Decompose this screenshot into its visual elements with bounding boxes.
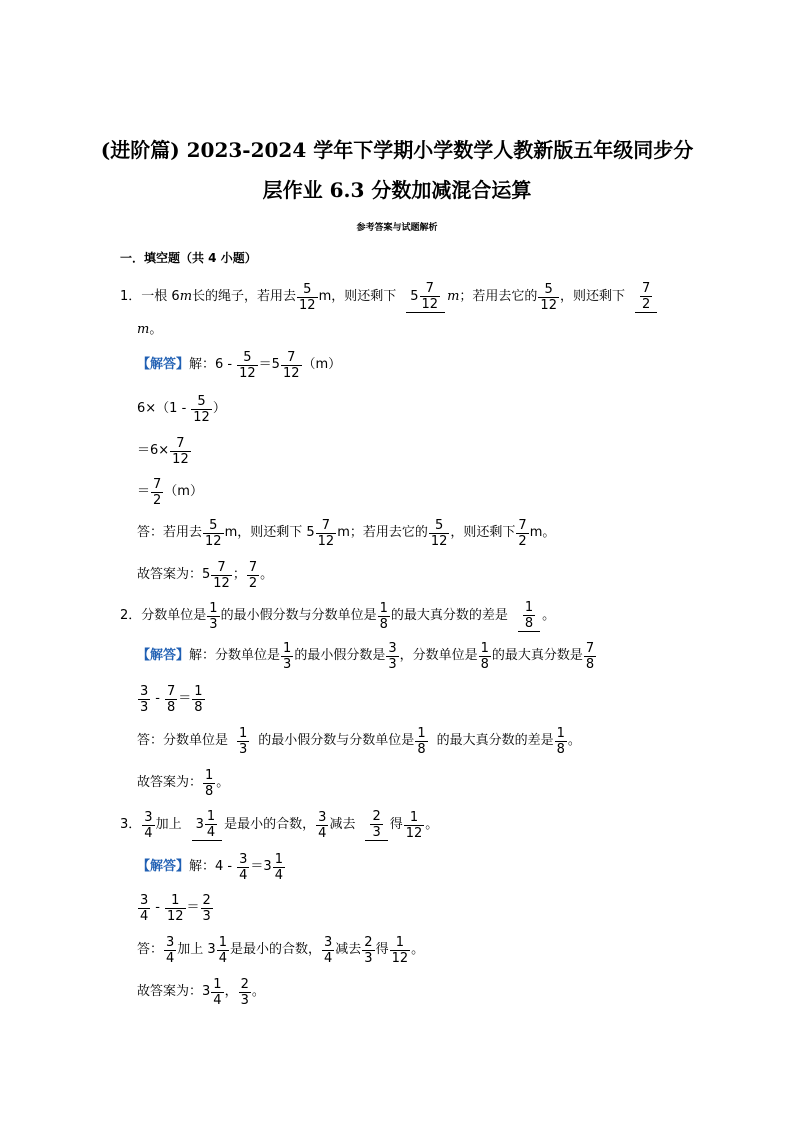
fraction: $\frac{2}{3}$	[240, 976, 249, 1008]
fraction: $\frac{5}{12}$	[430, 517, 448, 549]
fraction: $\frac{7}{12}$	[317, 517, 335, 549]
q1-unit: m	[179, 289, 193, 304]
fraction: $\frac{7}{12}$	[421, 281, 439, 312]
q2-number: 2．	[120, 608, 142, 623]
fraction: $\frac{7}{2}$	[518, 517, 527, 549]
fraction: $\frac{1}{8}$	[480, 640, 489, 672]
q2-solution-line2: $\frac{3}{3}$ - $\frac{7}{8}$ ＝ $\frac{1}{8}$	[140, 683, 203, 715]
fraction: $\frac{3}{4}$	[140, 892, 149, 924]
fraction: $\frac{5}{12}$	[205, 517, 222, 549]
q1-number: 1．	[120, 289, 142, 304]
q3-stem: 3． $\frac{3}{4}$ 加上 3 $\frac{1}{4}$ 是最小的合数， $\frac{3}{4}$ 减去 $\frac{2}{3}$ 得 $\frac{1}{12}$ 。	[120, 809, 439, 841]
fraction: $\frac{2}{3}$	[372, 809, 381, 840]
fraction: $\frac{3}{4}$	[318, 809, 327, 841]
q1-answer-statement: 答：若用去 $\frac{5}{12}$ m，则还剩下 5 $\frac{7}{12}$ m；若用去它的 $\frac{5}{12}$ ，则还剩下 $\frac{7}{2}$ m。	[137, 517, 556, 549]
q3-final-answer: 故答案为：3 $\frac{1}{4}$ ， $\frac{2}{3}$ 。	[137, 976, 265, 1008]
q1-solution-line3: ＝6× $\frac{7}{12}$	[137, 435, 189, 467]
fraction: $\frac{1}{8}$	[556, 725, 565, 757]
q2-solution-line1: 【解答】 解：分数单位是 $\frac{1}{3}$ 的最小假分数是 $\frac{3}{3}$ ，分数单位是 $\frac{1}{8}$ 的最大真分数是 $\frac{7}{8}$	[137, 640, 595, 672]
fraction: $\frac{7}{12}$	[172, 435, 189, 467]
fraction: $\frac{1}{4}$	[213, 976, 222, 1008]
q3-number: 3．	[120, 817, 142, 832]
fraction: $\frac{1}{4}$	[274, 851, 283, 883]
q3-answer-blank-1: 3 $\frac{1}{4}$	[192, 809, 223, 841]
q3-answer-statement: 答： $\frac{3}{4}$ 加上 3 $\frac{1}{4}$ 是最小的合数， $\frac{3}{4}$ 减去 $\frac{2}{3}$ 得 $\frac{1}{12}$ 。	[137, 934, 425, 966]
fraction: $\frac{3}{3}$	[140, 683, 149, 715]
q2-answer-blank	[518, 600, 540, 632]
q1-text: 长的绳子，若用去	[192, 289, 297, 304]
fraction: $\frac{1}{8}$	[524, 600, 534, 631]
q1-solution-line2: 6×（1 - $\frac{5}{12}$ ）	[137, 393, 226, 425]
fraction: $\frac{1}{12}$	[391, 934, 409, 966]
fraction: $\frac{1}{3}$	[209, 600, 218, 632]
doc-title-line1: (进阶篇) 2023-2024 学年下学期小学数学人教新版五年级同步分	[100, 138, 694, 162]
fraction: $\frac{3}{4}$	[324, 934, 333, 966]
q2-final-answer: 故答案为： $\frac{1}{8}$ 。	[137, 767, 230, 799]
fraction: $\frac{7}{2}$	[248, 559, 258, 591]
fraction: $\frac{5}{12}$	[299, 281, 316, 313]
q3-answer-blank-2	[365, 809, 387, 841]
q2-stem: 2． 分数单位是 $\frac{1}{3}$ 的最小假分数与分数单位是 $\frac{1}{8}$ 的最大真分数的差是 $\frac{1}{8}$ 。	[120, 600, 556, 632]
section-heading: 一．填空题（共 4 小题）	[120, 251, 257, 265]
fraction: $\frac{7}{8}$	[166, 683, 176, 715]
q1-answer-blank-1: 5 $\frac{7}{12}$	[406, 281, 445, 313]
fraction: $\frac{7}{8}$	[585, 640, 595, 672]
q1-text: m，则还剩下	[318, 289, 397, 304]
fraction: $\frac{1}{8}$	[417, 725, 426, 757]
fraction: $\frac{7}{2}$	[153, 476, 162, 508]
fraction: $\frac{1}{12}$	[166, 892, 184, 924]
q1-answer-blank-2	[635, 281, 657, 313]
answer-tag: 【解答】	[137, 859, 190, 874]
fraction: $\frac{5}{12}$	[193, 393, 210, 425]
doc-subtitle: 参考答案与试题解析	[356, 223, 438, 233]
fraction: $\frac{1}{3}$	[239, 725, 248, 757]
fraction: $\frac{1}{8}$	[205, 767, 214, 799]
fraction: $\frac{1}{4}$	[218, 934, 227, 966]
q1-stem: 1． 一根 6 m 长的绳子，若用去 $\frac{5}{12}$ m，则还剩下 5 $\frac{7}{12}$ m ；若用去它的 $\frac{5}{12}$ ，则还剩下 $\frac{7}{2}$	[120, 282, 659, 312]
fraction: $\frac{3}{4}$	[166, 934, 175, 966]
fraction: $\frac{5}{12}$	[540, 281, 557, 313]
fraction: $\frac{2}{3}$	[202, 892, 211, 924]
q1-solution-line1: 【解答】 解：6 - $\frac{5}{12}$ ＝5 $\frac{7}{12}$ （m）	[137, 349, 342, 381]
fraction: $\frac{3}{4}$	[239, 851, 248, 883]
answer-tag: 【解答】	[137, 357, 190, 372]
fraction: $\frac{1}{3}$	[283, 640, 292, 672]
fraction: $\frac{7}{2}$	[641, 281, 651, 312]
q1-solution-line4: ＝ $\frac{7}{2}$ （m）	[137, 476, 203, 508]
doc-title-line2: 层作业 6.3 分数加减混合运算	[262, 178, 532, 202]
q2-answer-statement: 答：分数单位是 $\frac{1}{3}$ 的最小假分数与分数单位是 $\frac{1}{8}$ 的最大真分数的差是 $\frac{1}{8}$ 。	[137, 725, 581, 757]
fraction: $\frac{1}{12}$	[405, 809, 423, 841]
answer-tag: 【解答】	[137, 648, 190, 663]
fraction: $\frac{7}{12}$	[213, 559, 230, 591]
fraction: $\frac{1}{8}$	[194, 683, 203, 715]
fraction: $\frac{1}{8}$	[379, 600, 388, 632]
fraction: $\frac{3}{3}$	[388, 640, 397, 672]
q1-text: ，则还剩下	[559, 289, 625, 304]
fraction: $\frac{2}{3}$	[364, 934, 373, 966]
q3-solution-line2: $\frac{3}{4}$ - $\frac{1}{12}$ ＝ $\frac{2}{3}$	[140, 892, 211, 924]
fraction: $\frac{7}{12}$	[282, 349, 300, 381]
q1-final-answer: 故答案为：5 $\frac{7}{12}$ ； $\frac{7}{2}$ 。	[137, 559, 274, 591]
fraction: $\frac{1}{4}$	[206, 809, 216, 840]
q1-text: ；若用去它的	[459, 289, 538, 304]
fraction: $\frac{5}{12}$	[239, 349, 256, 381]
q3-solution-line1: 【解答】 解：4 - $\frac{3}{4}$ ＝3 $\frac{1}{4}$	[137, 851, 283, 883]
q1-stem-cont: m 。	[137, 322, 163, 337]
q1-text: 一根 6	[141, 289, 180, 304]
fraction: $\frac{3}{4}$	[144, 809, 153, 841]
